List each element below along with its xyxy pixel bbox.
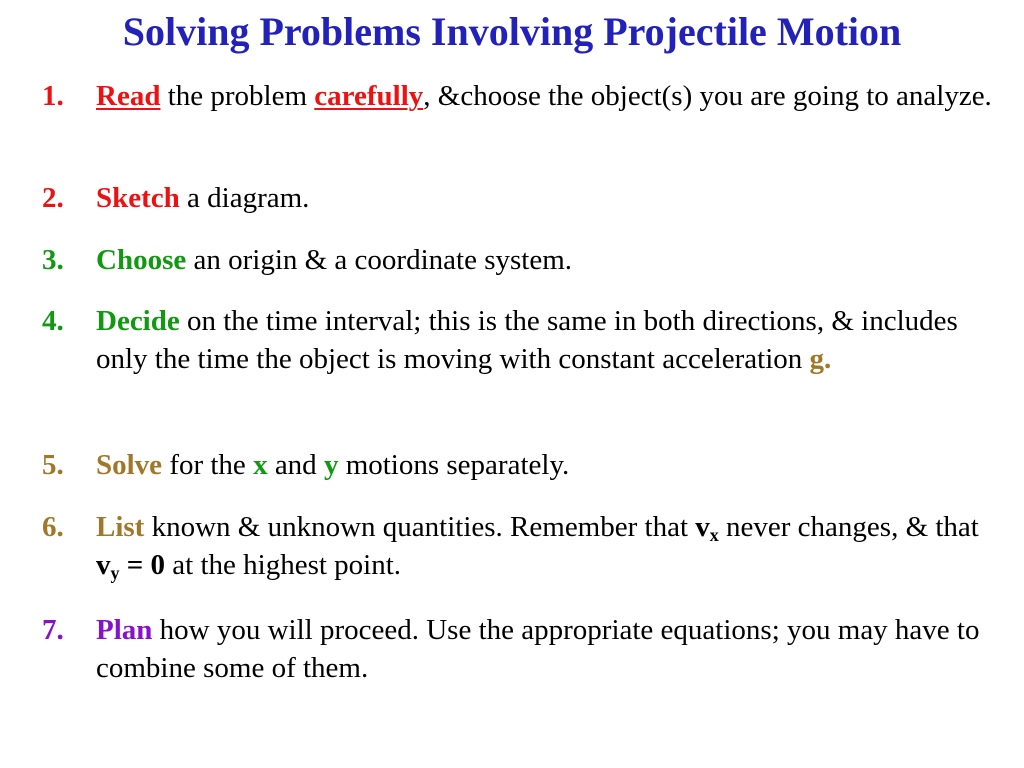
step-text-part: known & unknown quantities. Remember that [144,511,696,543]
step-text-part: for the [162,449,254,481]
step-keyword: Solve [96,449,163,481]
step-keyword-emphasis: carefully [314,80,424,112]
step-text [96,77,1002,115]
step-5 [42,446,1002,484]
step-text-part: never changes, & that [718,511,979,543]
step-6 [42,508,1002,584]
step-text-part: at the highest point. [165,549,402,581]
step-4 [42,302,1002,378]
x-subscript: x [709,525,719,545]
y-subscript: y [110,563,120,583]
step-text-part: , &choose the object(s) you are going to analyze. [423,80,992,112]
step-number: 5. [42,449,64,481]
step-number: 4. [42,305,64,337]
step-text-part: the problem [160,80,315,112]
y-symbol: y [323,449,339,481]
step-3 [42,241,1002,279]
v-letter: v [695,511,710,543]
v-letter: v [96,549,111,581]
step-text-part: and [267,449,324,481]
step-number: 6. [42,511,64,543]
step-keyword: Plan [96,614,153,646]
step-text [96,446,1002,484]
step-text-part: how you will proceed. Use the appropriate equations; you may have to combine some of them. [96,614,980,684]
step-2 [42,179,1002,217]
step-number: 7. [42,614,64,646]
slide-title: Solving Problems Involving Projectile Motion [122,9,902,54]
x-symbol: x [253,449,268,481]
step-keyword: Sketch [96,182,180,214]
step-number: 1. [42,80,64,112]
step-text [96,179,1002,217]
step-text [96,508,1002,584]
step-number: 3. [42,244,64,276]
step-text-part: motions separately. [338,449,570,481]
step-keyword: List [96,511,145,543]
step-keyword: Read [96,80,161,112]
step-text [96,302,1002,378]
equals-zero: = 0 [119,549,166,581]
vx-symbol [695,511,719,543]
step-number: 2. [42,182,64,214]
step-text-part: on the time interval; this is the same in both directions, & includes only the time the object is moving with constant acceleration [96,305,958,375]
step-keyword: Decide [96,305,180,337]
step-text-part: an origin & a coordinate system. [186,244,572,276]
step-1 [42,77,1002,115]
step-text-part: a diagram. [179,182,310,214]
step-text [96,241,1002,279]
step-7 [42,611,1002,687]
g-symbol: g. [809,343,832,375]
step-text [96,611,1002,687]
step-keyword: Choose [96,244,187,276]
vy-symbol [96,549,165,581]
